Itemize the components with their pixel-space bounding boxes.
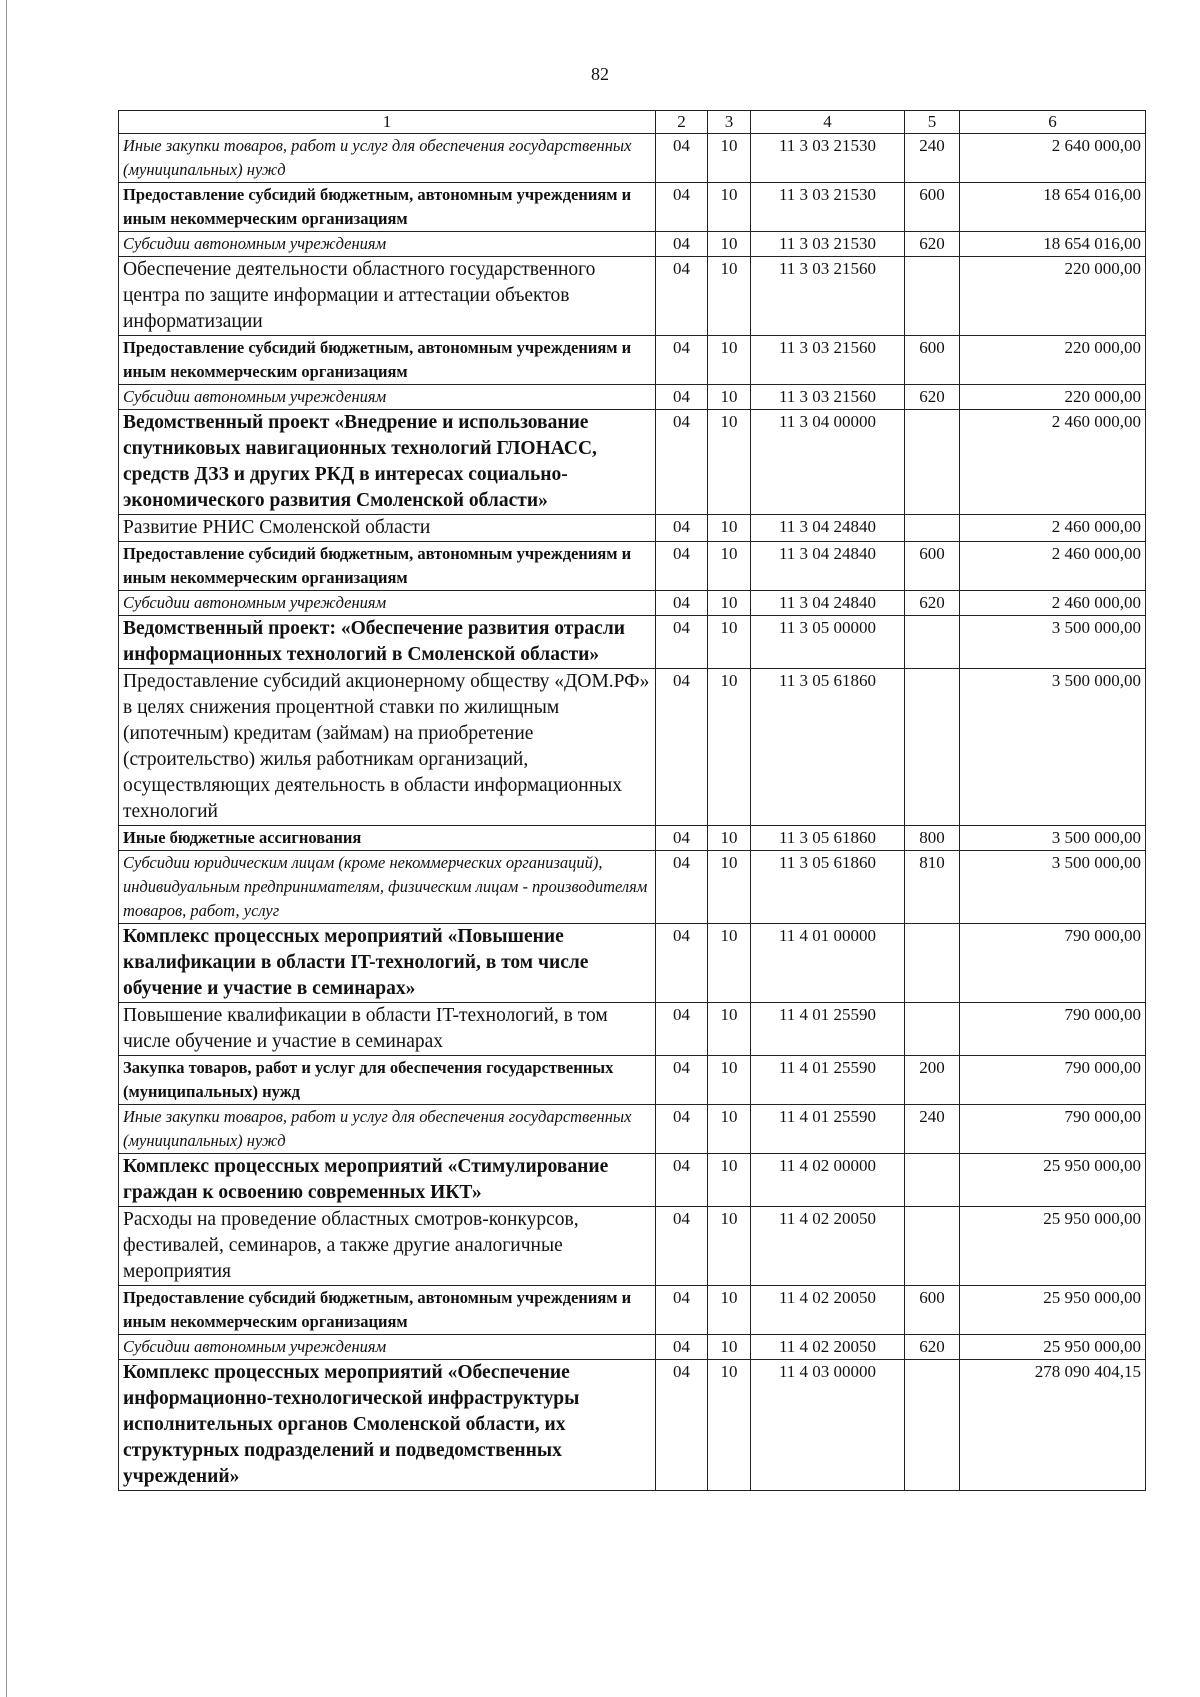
row-section-cell: 04 — [656, 232, 708, 257]
row-name-cell: Предоставление субсидий бюджетным, автономным учреждениям и иным некоммерческим организациям — [119, 336, 656, 385]
row-expense-type-cell: 240 — [905, 1105, 960, 1154]
table-row — [119, 1056, 1146, 1105]
row-target-article-cell: 11 3 04 24840 — [751, 591, 905, 616]
row-amount-cell: 790 000,00 — [960, 1056, 1146, 1105]
row-target-article-cell: 11 3 05 61860 — [751, 826, 905, 851]
table-row — [119, 134, 1146, 183]
table-row — [119, 1154, 1146, 1207]
row-section-cell: 04 — [656, 1335, 708, 1360]
row-expense-type-cell: 620 — [905, 385, 960, 410]
row-name-cell: Комплекс процессных мероприятий «Стимулирование граждан к освоению современных ИКТ» — [119, 1154, 656, 1207]
table-row — [119, 1360, 1146, 1491]
row-amount-cell: 2 460 000,00 — [960, 515, 1146, 542]
row-section-cell: 04 — [656, 385, 708, 410]
row-amount-cell: 2 640 000,00 — [960, 134, 1146, 183]
col-header-1: 1 — [119, 111, 656, 134]
row-expense-type-cell: 620 — [905, 232, 960, 257]
row-amount-cell: 3 500 000,00 — [960, 826, 1146, 851]
row-expense-type-cell: 620 — [905, 1335, 960, 1360]
table-row — [119, 1286, 1146, 1335]
row-amount-cell: 3 500 000,00 — [960, 851, 1146, 924]
table-row — [119, 591, 1146, 616]
col-header-5: 5 — [905, 111, 960, 134]
row-target-article-cell: 11 3 03 21530 — [751, 134, 905, 183]
row-expense-type-cell: 620 — [905, 591, 960, 616]
row-section-cell: 04 — [656, 542, 708, 591]
row-expense-type-cell — [905, 1003, 960, 1056]
table-row — [119, 1003, 1146, 1056]
row-amount-cell: 220 000,00 — [960, 257, 1146, 336]
table-row — [119, 542, 1146, 591]
row-subsection-cell: 10 — [708, 134, 751, 183]
row-section-cell: 04 — [656, 924, 708, 1003]
row-expense-type-cell — [905, 1154, 960, 1207]
row-subsection-cell: 10 — [708, 542, 751, 591]
table-row — [119, 410, 1146, 515]
row-amount-cell: 25 950 000,00 — [960, 1335, 1146, 1360]
row-name-cell: Субсидии автономным учреждениям — [119, 232, 656, 257]
row-name-cell: Предоставление субсидий бюджетным, автономным учреждениям и иным некоммерческим организациям — [119, 1286, 656, 1335]
row-target-article-cell: 11 3 04 00000 — [751, 410, 905, 515]
row-amount-cell: 18 654 016,00 — [960, 232, 1146, 257]
table-row — [119, 385, 1146, 410]
row-name-cell: Субсидии автономным учреждениям — [119, 385, 656, 410]
row-target-article-cell: 11 3 04 24840 — [751, 542, 905, 591]
col-header-4: 4 — [751, 111, 905, 134]
row-amount-cell: 790 000,00 — [960, 1105, 1146, 1154]
row-name-cell: Ведомственный проект «Внедрение и использование спутниковых навигационных технологий ГЛОНАСС, средств ДЗЗ и других РКД в интересах социально-экономического развития Смоленской области» — [119, 410, 656, 515]
row-target-article-cell: 11 4 01 25590 — [751, 1003, 905, 1056]
row-target-article-cell: 11 3 05 00000 — [751, 616, 905, 669]
row-amount-cell: 25 950 000,00 — [960, 1286, 1146, 1335]
row-subsection-cell: 10 — [708, 1003, 751, 1056]
row-expense-type-cell — [905, 1360, 960, 1491]
row-amount-cell: 25 950 000,00 — [960, 1207, 1146, 1286]
row-subsection-cell: 10 — [708, 1286, 751, 1335]
row-target-article-cell: 11 4 02 20050 — [751, 1207, 905, 1286]
row-subsection-cell: 10 — [708, 232, 751, 257]
row-expense-type-cell: 200 — [905, 1056, 960, 1105]
row-section-cell: 04 — [656, 515, 708, 542]
table-row — [119, 669, 1146, 826]
row-subsection-cell: 10 — [708, 591, 751, 616]
row-name-cell: Ведомственный проект: «Обеспечение развития отрасли информационных технологий в Смоленской области» — [119, 616, 656, 669]
row-subsection-cell: 10 — [708, 385, 751, 410]
budget-table — [118, 110, 1146, 1491]
row-expense-type-cell: 600 — [905, 336, 960, 385]
row-expense-type-cell — [905, 410, 960, 515]
row-amount-cell: 278 090 404,15 — [960, 1360, 1146, 1491]
row-expense-type-cell — [905, 1207, 960, 1286]
row-subsection-cell: 10 — [708, 924, 751, 1003]
row-section-cell: 04 — [656, 336, 708, 385]
row-section-cell: 04 — [656, 669, 708, 826]
row-subsection-cell: 10 — [708, 851, 751, 924]
row-section-cell: 04 — [656, 1286, 708, 1335]
row-name-cell: Предоставление субсидий бюджетным, автономным учреждениям и иным некоммерческим организациям — [119, 542, 656, 591]
page-left-edge — [6, 0, 7, 1697]
row-subsection-cell: 10 — [708, 410, 751, 515]
table-row — [119, 1207, 1146, 1286]
row-subsection-cell: 10 — [708, 1335, 751, 1360]
row-expense-type-cell: 240 — [905, 134, 960, 183]
row-target-article-cell: 11 4 02 20050 — [751, 1335, 905, 1360]
page-number: 82 — [591, 64, 609, 84]
row-expense-type-cell: 600 — [905, 1286, 960, 1335]
row-name-cell: Иные закупки товаров, работ и услуг для обеспечения государственных (муниципальных) нужд — [119, 1105, 656, 1154]
row-section-cell: 04 — [656, 1105, 708, 1154]
row-target-article-cell: 11 3 03 21560 — [751, 385, 905, 410]
col-header-6: 6 — [960, 111, 1146, 134]
row-target-article-cell: 11 3 05 61860 — [751, 851, 905, 924]
row-subsection-cell: 10 — [708, 669, 751, 826]
row-expense-type-cell: 810 — [905, 851, 960, 924]
row-target-article-cell: 11 3 05 61860 — [751, 669, 905, 826]
row-target-article-cell: 11 3 03 21530 — [751, 232, 905, 257]
row-target-article-cell: 11 3 03 21560 — [751, 336, 905, 385]
row-section-cell: 04 — [656, 1360, 708, 1491]
row-subsection-cell: 10 — [708, 826, 751, 851]
table-row — [119, 183, 1146, 232]
row-section-cell: 04 — [656, 1154, 708, 1207]
row-expense-type-cell: 800 — [905, 826, 960, 851]
row-expense-type-cell — [905, 924, 960, 1003]
row-section-cell: 04 — [656, 1056, 708, 1105]
row-section-cell: 04 — [656, 616, 708, 669]
row-subsection-cell: 10 — [708, 1056, 751, 1105]
table-row — [119, 515, 1146, 542]
row-target-article-cell: 11 3 03 21530 — [751, 183, 905, 232]
row-name-cell: Предоставление субсидий акционерному обществу «ДОМ.РФ» в целях снижения процентной ставки по жилищным (ипотечным) кредитам (займам) на приобретение (строительство) жилья работникам организаций, осуществляющих деятельность в области информационных технологий — [119, 669, 656, 826]
row-name-cell: Комплекс процессных мероприятий «Обеспечение информационно-технологической инфраструктуры исполнительных органов Смоленской области, их структурных подразделений и подведомственных учреждений» — [119, 1360, 656, 1491]
col-header-2: 2 — [656, 111, 708, 134]
table-row — [119, 257, 1146, 336]
row-section-cell: 04 — [656, 183, 708, 232]
table-row — [119, 616, 1146, 669]
row-amount-cell: 2 460 000,00 — [960, 410, 1146, 515]
row-target-article-cell: 11 3 04 24840 — [751, 515, 905, 542]
row-amount-cell: 220 000,00 — [960, 336, 1146, 385]
row-name-cell: Предоставление субсидий бюджетным, автономным учреждениям и иным некоммерческим организациям — [119, 183, 656, 232]
col-header-3: 3 — [708, 111, 751, 134]
table-row — [119, 826, 1146, 851]
row-subsection-cell: 10 — [708, 336, 751, 385]
row-amount-cell: 790 000,00 — [960, 1003, 1146, 1056]
row-target-article-cell: 11 4 02 20050 — [751, 1286, 905, 1335]
row-name-cell: Закупка товаров, работ и услуг для обеспечения государственных (муниципальных) нужд — [119, 1056, 656, 1105]
row-section-cell: 04 — [656, 410, 708, 515]
row-amount-cell: 25 950 000,00 — [960, 1154, 1146, 1207]
row-name-cell: Обеспечение деятельности областного государственного центра по защите информации и аттестации объектов информатизации — [119, 257, 656, 336]
row-expense-type-cell — [905, 257, 960, 336]
table-row — [119, 1105, 1146, 1154]
table-row — [119, 924, 1146, 1003]
row-name-cell: Комплекс процессных мероприятий «Повышение квалификации в области IT-технологий, в том числе обучение и участие в семинарах» — [119, 924, 656, 1003]
row-section-cell: 04 — [656, 591, 708, 616]
row-subsection-cell: 10 — [708, 183, 751, 232]
row-target-article-cell: 11 3 03 21560 — [751, 257, 905, 336]
table-header-row — [119, 111, 1146, 134]
row-subsection-cell: 10 — [708, 1360, 751, 1491]
row-expense-type-cell — [905, 616, 960, 669]
row-name-cell: Иные бюджетные ассигнования — [119, 826, 656, 851]
row-subsection-cell: 10 — [708, 1154, 751, 1207]
row-subsection-cell: 10 — [708, 616, 751, 669]
row-name-cell: Субсидии юридическим лицам (кроме некоммерческих организаций), индивидуальным предпринимателям, физическим лицам - производителям товаров, работ, услуг — [119, 851, 656, 924]
row-amount-cell: 790 000,00 — [960, 924, 1146, 1003]
row-subsection-cell: 10 — [708, 515, 751, 542]
row-subsection-cell: 10 — [708, 1105, 751, 1154]
row-name-cell: Иные закупки товаров, работ и услуг для обеспечения государственных (муниципальных) нужд — [119, 134, 656, 183]
row-amount-cell: 18 654 016,00 — [960, 183, 1146, 232]
row-section-cell: 04 — [656, 851, 708, 924]
table-row — [119, 1335, 1146, 1360]
row-expense-type-cell: 600 — [905, 183, 960, 232]
row-section-cell: 04 — [656, 1207, 708, 1286]
row-target-article-cell: 11 4 01 25590 — [751, 1056, 905, 1105]
row-section-cell: 04 — [656, 257, 708, 336]
row-target-article-cell: 11 4 01 00000 — [751, 924, 905, 1003]
row-name-cell: Субсидии автономным учреждениям — [119, 591, 656, 616]
row-section-cell: 04 — [656, 134, 708, 183]
row-section-cell: 04 — [656, 1003, 708, 1056]
row-expense-type-cell — [905, 669, 960, 826]
table-row — [119, 232, 1146, 257]
row-name-cell: Развитие РНИС Смоленской области — [119, 515, 656, 542]
table-row — [119, 851, 1146, 924]
row-target-article-cell: 11 4 01 25590 — [751, 1105, 905, 1154]
row-subsection-cell: 10 — [708, 257, 751, 336]
row-subsection-cell: 10 — [708, 1207, 751, 1286]
row-expense-type-cell — [905, 515, 960, 542]
row-name-cell: Повышение квалификации в области IT-технологий, в том числе обучение и участие в семинарах — [119, 1003, 656, 1056]
row-expense-type-cell: 600 — [905, 542, 960, 591]
table-row — [119, 336, 1146, 385]
row-amount-cell: 2 460 000,00 — [960, 542, 1146, 591]
row-section-cell: 04 — [656, 826, 708, 851]
row-name-cell: Расходы на проведение областных смотров-конкурсов, фестивалей, семинаров, а также другие аналогичные мероприятия — [119, 1207, 656, 1286]
row-amount-cell: 220 000,00 — [960, 385, 1146, 410]
row-name-cell: Субсидии автономным учреждениям — [119, 1335, 656, 1360]
row-target-article-cell: 11 4 02 00000 — [751, 1154, 905, 1207]
row-amount-cell: 3 500 000,00 — [960, 669, 1146, 826]
row-amount-cell: 3 500 000,00 — [960, 616, 1146, 669]
row-target-article-cell: 11 4 03 00000 — [751, 1360, 905, 1491]
row-amount-cell: 2 460 000,00 — [960, 591, 1146, 616]
